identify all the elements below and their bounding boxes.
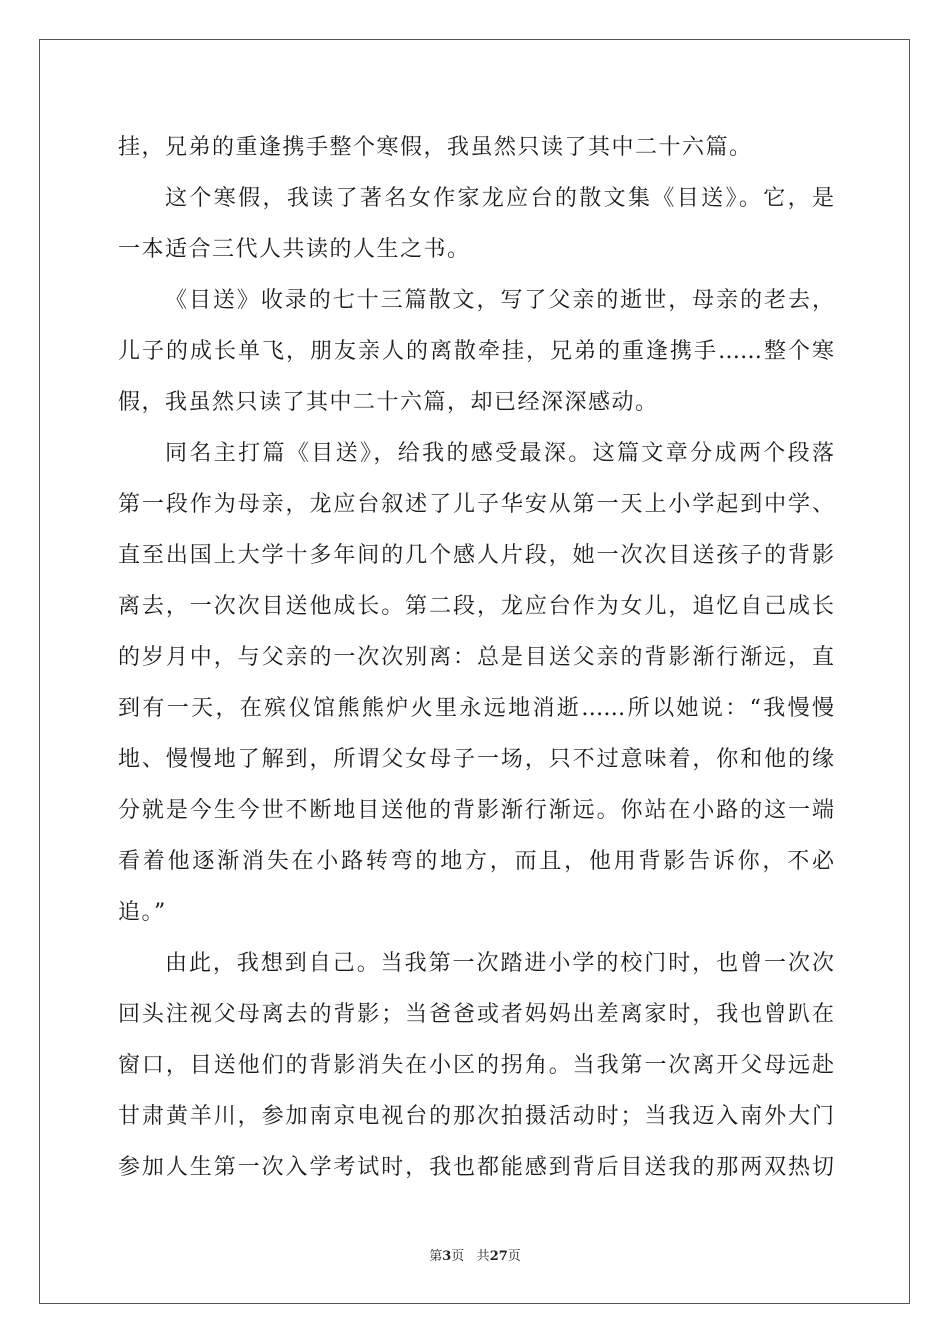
text-line: 追。” [118, 900, 167, 925]
text-line: 直至出国上大学十多年间的几个感人片段，她一次次目送孩子的背影 [118, 543, 834, 568]
text-line: 一本适合三代人共读的人生之书。 [118, 237, 471, 262]
text-line: 看着他逐渐消失在小路转弯的地方，而且，他用背影告诉你，不必 [118, 849, 834, 874]
total-suffix: 页 [507, 1249, 521, 1264]
text-line: 第一段作为母亲，龙应台叙述了儿子华安从第一天上小学起到中学、 [118, 492, 834, 517]
total-prefix: 共 [476, 1249, 490, 1264]
text-line: 参加人生第一次入学考试时，我也都能感到背后目送我的那两双热切 [118, 1155, 834, 1180]
text-line: 甘肃黄羊川，参加南京电视台的那次拍摄活动时；当我迈入南外大门 [118, 1104, 834, 1129]
page-footer [0, 1248, 950, 1266]
page-number: 3 [442, 1249, 452, 1264]
text-line: 到有一天，在殡仪馆熊熊炉火里永远地消逝……所以她说：“我慢慢 [118, 696, 834, 721]
paragraph-first-line: 由此，我想到自己。当我第一次踏进小学的校门时，也曾一次次 [165, 951, 834, 976]
paragraph-first-line: 同名主打篇《目送》，给我的感受最深。这篇文章分成两个段落 [165, 441, 834, 466]
paragraph-first-line: 《目送》收录的七十三篇散文，写了父亲的逝世，母亲的老去， [165, 288, 834, 313]
total-pages: 27 [489, 1249, 508, 1264]
paragraph-first-line: 这个寒假，我读了著名女作家龙应台的散文集《目送》。它，是 [165, 186, 834, 211]
text-line: 挂，兄弟的重逢携手整个寒假，我虽然只读了其中二十六篇。 [118, 135, 753, 160]
text-line: 窗口，目送他们的背影消失在小区的拐角。当我第一次离开父母远赴 [118, 1053, 834, 1078]
text-line: 地、慢慢地了解到，所谓父女母子一场，只不过意味着，你和他的缘 [118, 747, 834, 772]
text-line: 离去，一次次目送他成长。第二段，龙应台作为女儿，追忆自己成长 [118, 594, 834, 619]
text-line: 回头注视父母离去的背影；当爸爸或者妈妈出差离家时，我也曾趴在 [118, 1002, 834, 1027]
page-prefix: 第 [429, 1249, 443, 1264]
text-line: 儿子的成长单飞，朋友亲人的离散牵挂，兄弟的重逢携手……整个寒 [118, 339, 834, 364]
page-suffix: 页 [451, 1249, 465, 1264]
text-line: 假，我虽然只读了其中二十六篇，却已经深深感动。 [118, 390, 659, 415]
text-line: 的岁月中，与父亲的一次次别离：总是目送父亲的背影渐行渐远，直 [118, 645, 834, 670]
text-line: 分就是今生今世不断地目送他的背影渐行渐远。你站在小路的这一端 [118, 798, 834, 823]
